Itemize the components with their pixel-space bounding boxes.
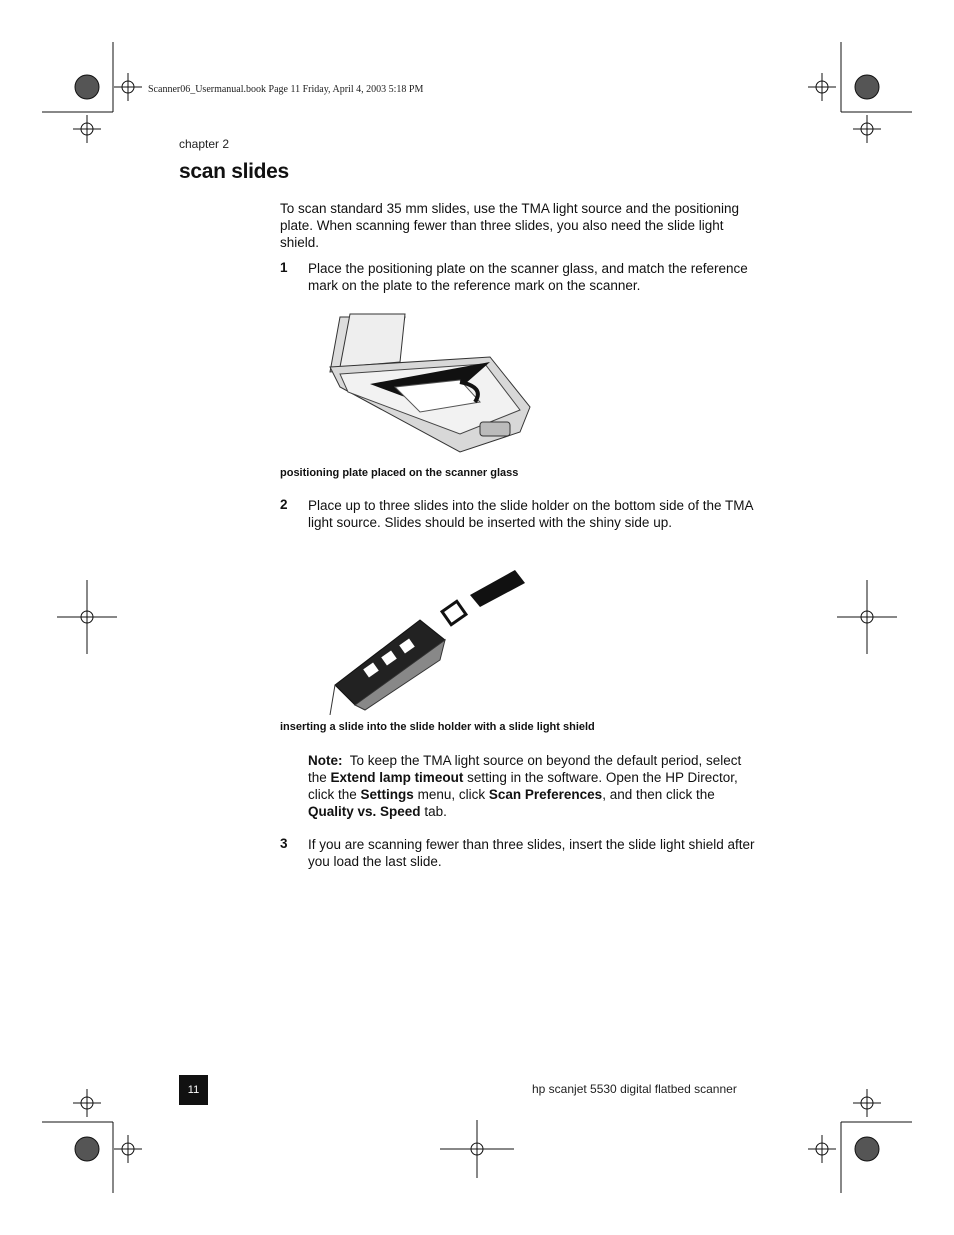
note-label: Note: [308,753,343,768]
step-text: Place the positioning plate on the scanner glass, and match the reference mark on the plate to the reference mark on the scanner. [308,261,748,293]
note-text: setting in the software. Open the HP Director, click the [308,770,738,802]
note-text: menu, click [417,787,486,802]
slide-holder-illustration [325,565,535,715]
step-number: 1 [280,260,288,275]
page-number: 11 [179,1075,208,1105]
intro-paragraph: To scan standard 35 mm slides, use the TMA light source and the positioning plate. When scanning fewer than three slides, you also need the slide light shield. [280,201,740,250]
step-text: Place up to three slides into the slide holder on the bottom side of the TMA light source. Slides should be inserted with the shiny side up. [308,498,753,530]
menu-name: Settings [360,787,414,802]
chapter-label: chapter 2 [179,137,230,151]
menu-item-name: Scan Preferences [488,787,603,802]
footer-product: hp scanjet 5530 digital flatbed scanner [532,1082,737,1096]
page-title: scan slides [179,160,289,183]
note-paragraph [308,752,760,820]
step-text: If you are scanning fewer than three slides, insert the slide light shield after you load the last slide. [308,837,755,869]
note-text: To keep the TMA light source on beyond the default period, select the [308,753,742,785]
note-text: tab. [424,804,447,819]
note-text: , and then click the [602,787,715,802]
figure-caption: inserting a slide into the slide holder with a slide light shield [280,721,595,733]
figure-caption: positioning plate placed on the scanner glass [280,467,519,479]
scanner-illustration [310,312,540,462]
step-number: 2 [280,497,288,512]
tab-name: Quality vs. Speed [308,804,421,819]
print-slug: Scanner06_Usermanual.book Page 11 Friday, April 4, 2003 5:18 PM [148,84,424,95]
setting-name: Extend lamp timeout [330,770,464,785]
step-number: 3 [280,836,288,851]
